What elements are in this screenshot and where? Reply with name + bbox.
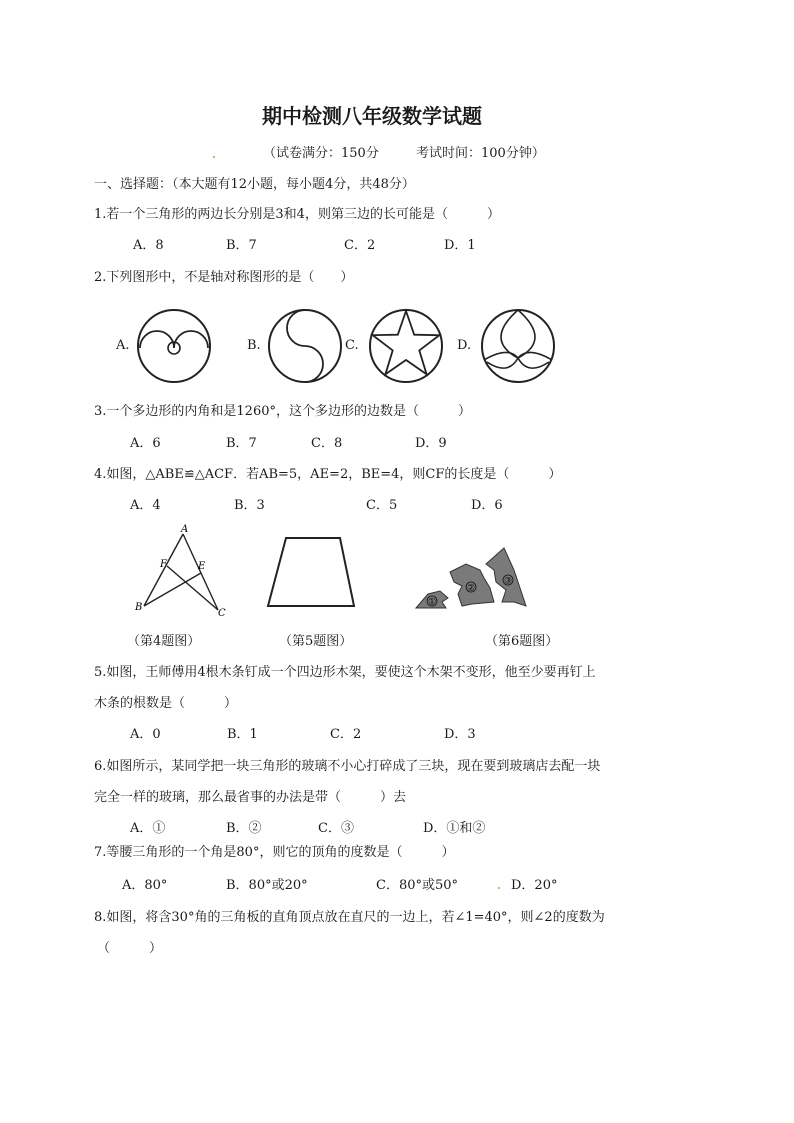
question-3-option-d: D．9 (415, 436, 447, 451)
piece-1-label: ① (427, 597, 437, 608)
question-5-option-b: B．1 (227, 727, 258, 742)
question-6-option-b: B．② (226, 821, 262, 836)
question-5-option-a: A．0 (130, 727, 161, 742)
full-score-info: （试卷满分：150分 (263, 146, 379, 161)
figure-2b-yin-yang (265, 306, 345, 386)
point-f-label: F (160, 559, 167, 570)
figure-4-triangles (130, 524, 236, 618)
point-b-label: B (135, 602, 143, 613)
point-c-label: C (218, 608, 226, 618)
question-3-option-a: A．6 (130, 436, 161, 451)
question-7-option-b: B．80°或20° (226, 878, 308, 893)
question-7-option-a: A．80° (122, 878, 168, 893)
point-a-label: A (181, 524, 189, 535)
question-3-option-c: C．8 (311, 436, 343, 451)
question-2-stem: 2.下列图形中，不是轴对称图形的是（ ） (94, 270, 354, 285)
point-e-label: E (198, 561, 206, 572)
question-2-label-c: C. (345, 338, 359, 353)
question-4-option-c: C．5 (366, 498, 398, 513)
figure-4-caption: （第4题图） (127, 634, 201, 649)
question-4-option-a: A．4 (130, 498, 161, 513)
question-3-stem: 3.一个多边形的内角和是1260°，这个多边形的边数是（ ） (94, 404, 471, 419)
question-6-stem-line-1: 6.如图所示，某同学把一块三角形的玻璃不小心打碎成了三块，现在要到玻璃店去配一块 (94, 759, 601, 774)
question-4-stem: 4.如图，△ABE≌△ACF．若AB=5，AE=2，BE=4，则CF的长度是（ ） (94, 467, 562, 482)
question-4-option-d: D．6 (471, 498, 503, 513)
question-1-option-d: D．1 (444, 238, 476, 253)
figure-6-caption: （第6题图） (485, 634, 559, 649)
figure-5-caption: （第5题图） (279, 634, 353, 649)
question-1-option-b: B．7 (226, 238, 257, 253)
decorative-dot (498, 887, 500, 889)
section-heading: 一、选择题：（本大题有12小题，每小题4分，共48分） (94, 177, 415, 192)
question-6-stem-line-2: 完全一样的玻璃，那么最省事的办法是带（ ）去 (94, 790, 407, 805)
question-3-option-b: B．7 (226, 436, 257, 451)
question-8-stem: 8.如图，将含30°角的三角板的直角顶点放在直尺的一边上，若∠1=40°，则∠2的度数为 (94, 910, 605, 925)
question-2-label-d: D. (457, 338, 472, 353)
figure-2a-circle-hearts (134, 306, 214, 386)
figure-2d-three-arcs (478, 306, 558, 386)
figure-6-broken-glass (410, 542, 532, 614)
question-6-option-a: A．① (130, 821, 166, 836)
piece-2-label: ② (466, 583, 476, 594)
question-2-label-b: B. (247, 338, 261, 353)
question-5-option-c: C．2 (330, 727, 362, 742)
question-5-stem-line-1: 5.如图，王师傅用4根木条钉成一个四边形木架，要使这个木架不变形，他至少要再钉上 (94, 665, 596, 680)
question-7-option-c: C．80°或50° (376, 878, 459, 893)
page-title: 期中检测八年级数学试题 (262, 104, 482, 128)
question-5-option-d: D．3 (444, 727, 476, 742)
question-5-stem-line-2: 木条的根数是（ ） (94, 696, 238, 711)
question-4-option-b: B．3 (234, 498, 265, 513)
question-8-answer-blank: （ ） (97, 941, 163, 956)
question-2-label-a: A. (116, 338, 130, 353)
question-6-option-d: D．①和② (423, 821, 486, 836)
question-1-stem: 1.若一个三角形的两边长分别是3和4，则第三边的长可能是（ ） (94, 207, 500, 222)
time-info: 考试时间：100分钟） (416, 146, 545, 161)
question-6-option-c: C．③ (318, 821, 354, 836)
question-1-option-a: A．8 (133, 238, 164, 253)
question-1-option-c: C．2 (344, 238, 376, 253)
piece-3-label: ③ (503, 576, 513, 587)
figure-5-trapezoid (264, 534, 358, 610)
decorative-dot (213, 156, 215, 158)
question-7-stem: 7.等腰三角形的一个角是80°，则它的顶角的度数是（ ） (94, 845, 455, 860)
question-7-option-d: D．20° (511, 878, 558, 893)
figure-2c-star-in-circle (366, 306, 446, 386)
